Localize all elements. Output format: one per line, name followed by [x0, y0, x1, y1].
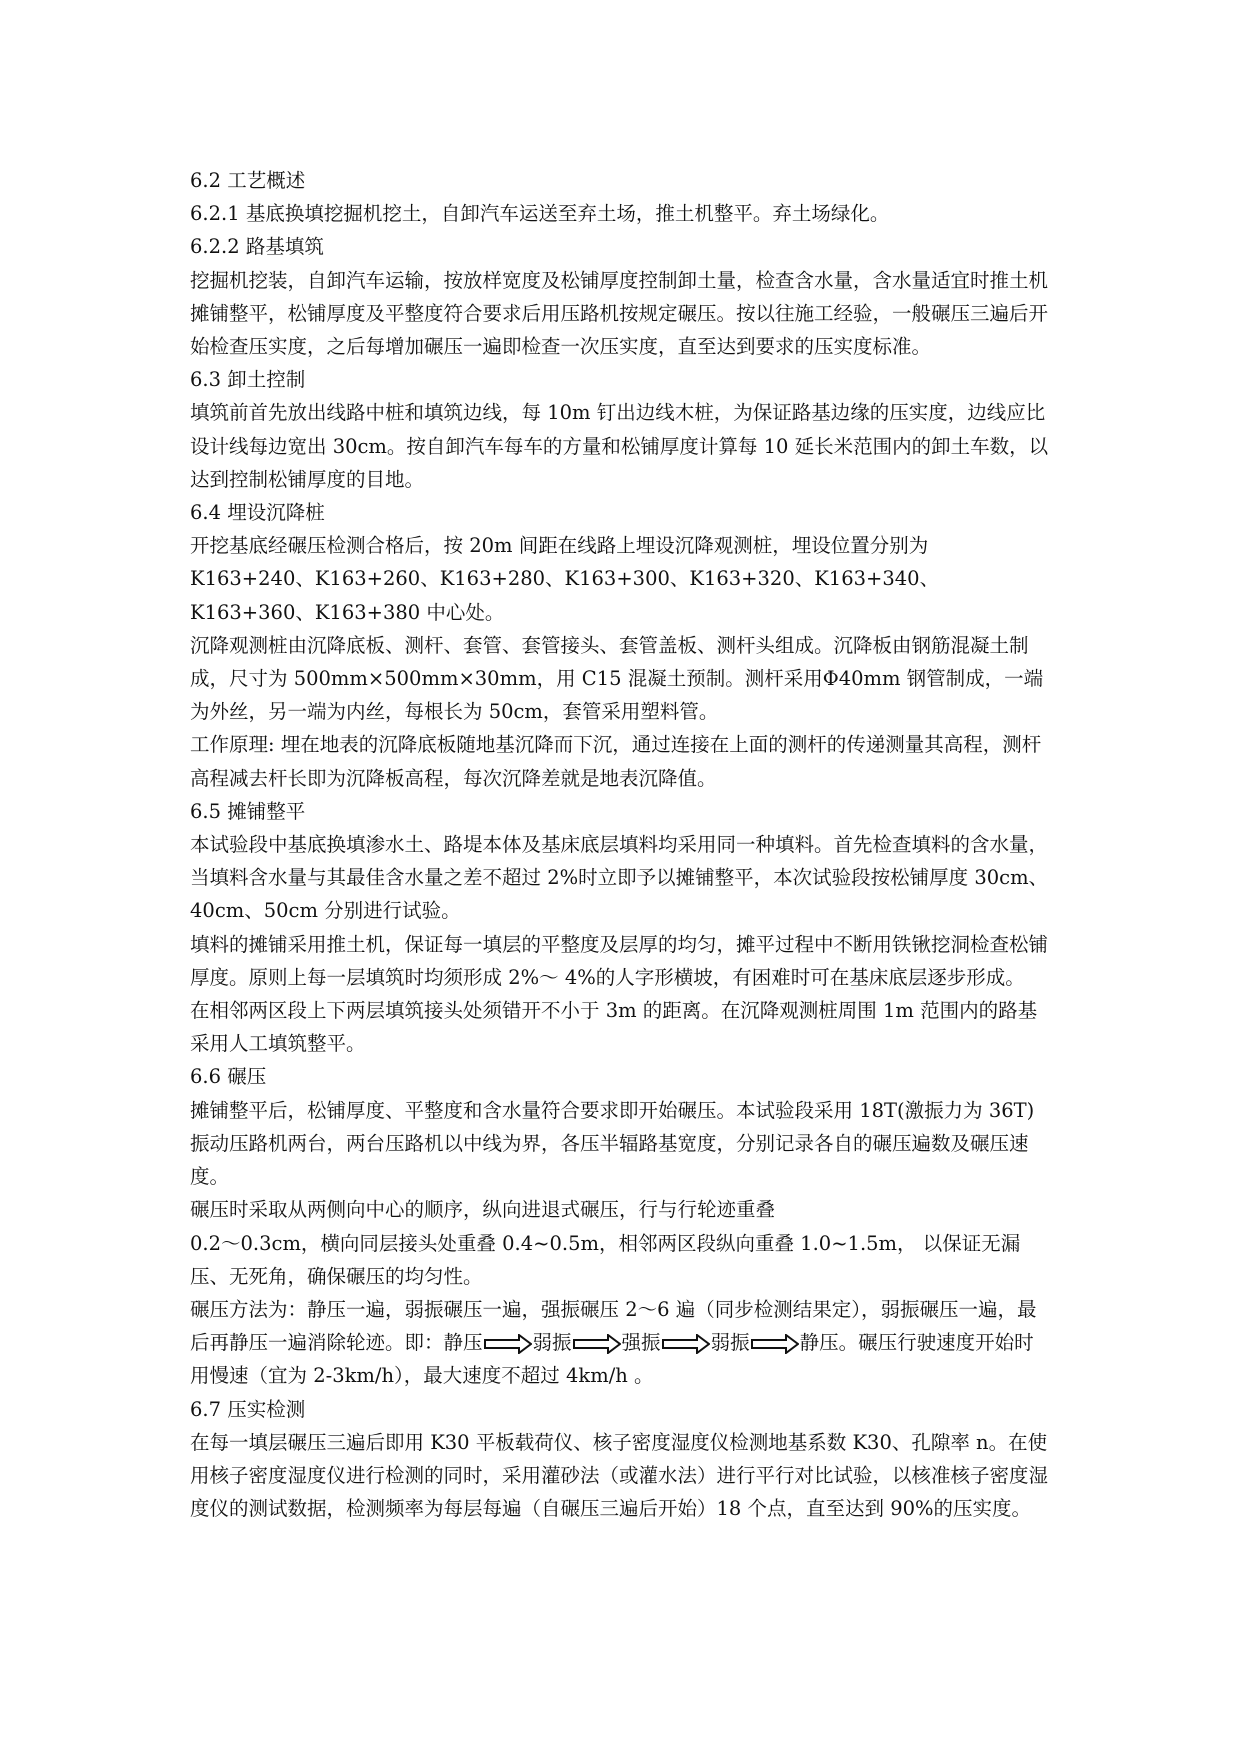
section-6-2-2-heading: 6.2.2 路基填筑 — [190, 235, 324, 259]
compaction-step-5: 静压 — [799, 1331, 839, 1355]
section-6-6-paragraph-1: 摊铺整平后，松铺厚度、平整度和含水量符合要求即开始碾压。本试验段采用 18T(激振力为 36T)振动压路机两台，两台压路机以中线为界，各压半辐路基宽度，分别记录各自的碾压遍数及碾压速度。 — [190, 1098, 1035, 1189]
section-6-6-paragraph-2b: 0.2～0.3cm，横向同层接头处重叠 0.4~0.5m，相邻两区段纵向重叠 1.0~1.5m， 以保证无漏压、无死角，确保碾压的均匀性。 — [190, 1231, 1021, 1288]
section-6-7-paragraph: 在每一填层碾压三遍后即用 K30 平板载荷仪、核子密度湿度仪检测地基系数 K30、孔隙率 n。在使用核子密度湿度仪进行检测的同时，采用灌砂法（或灌水法）进行平行对比试验，以核准核子密度湿度仪的测试数据，检测频率为每层每遍（自碾压三遍后开始）18 个点，直至达到 90%的压实度。 — [190, 1430, 1049, 1521]
section-6-4-paragraph-2: 沉降观测桩由沉降底板、测杆、套管、套管接头、套管盖板、测杆头组成。沉降板由钢筋混凝土制成，尺寸为 500mm×500mm×30mm，用 C15 混凝土预制。测杆采用Φ40mm 钢管制成，一端为外丝，另一端为内丝，每根长为 50cm，套管采用塑料管。 — [190, 633, 1044, 724]
section-6-3-heading: 6.3 卸土控制 — [190, 368, 306, 392]
section-6-5-paragraph-2: 填料的摊铺采用推土机，保证每一填层的平整度及层厚的均匀，摊平过程中不断用铁锹挖洞检查松铺厚度。原则上每一层填筑时均须形成 2%～ 4%的人字形横坡，有困难时可在基床底层逐步形成。 — [190, 932, 1049, 989]
section-6-7-heading: 6.7 压实检测 — [190, 1397, 306, 1421]
section-6-6-heading: 6.6 碾压 — [190, 1065, 267, 1089]
section-6-2-2-paragraph: 挖掘机挖装，自卸汽车运输，按放样宽度及松铺厚度控制卸土量，检查含水量，含水量适宜时推土机摊铺整平，松铺厚度及平整度符合要求后用压路机按规定碾压。按以往施工经验，一般碾压三遍后开始检查压实度，之后每增加碾压一遍即检查一次压实度，直至达到要求的压实度标准。 — [190, 268, 1049, 359]
compaction-step-3: 强振 — [621, 1331, 661, 1355]
compaction-method-tail: 。碾压行驶速度开始时用慢速（宜为 2-3km/h），最大速度不超过 4km/h 。 — [190, 1331, 1034, 1388]
section-6-6-paragraph-2a: 碾压时采取从两侧向中心的顺序，纵向进退式碾压，行与行轮迹重叠 — [190, 1198, 776, 1222]
section-6-5-paragraph-3: 在相邻两区段上下两层填筑接头处须错开不小于 3m 的距离。在沉降观测桩周围 1m 范围内的路基采用人工填筑整平。 — [190, 999, 1038, 1056]
section-6-4-paragraph-1: 开挖基底经碾压检测合格后，按 20m 间距在线路上埋设沉降观测桩，埋设位置分别为 K163+240、K163+260、K163+280、K163+300、K163+320、K163+340、K163+360、K163+380 中心处。 — [190, 534, 940, 624]
right-arrow-icon — [751, 1334, 799, 1354]
section-6-4-heading: 6.4 埋设沉降桩 — [190, 501, 325, 525]
section-6-5-heading: 6.5 摊铺整平 — [190, 799, 306, 823]
compaction-method-lead: 碾压方法为：静压一遍，弱振碾压一遍，强振碾压 2～6 遍（同步检测结果定），弱振碾压一遍，最后再静压一遍消除轮迹。即： — [190, 1297, 1037, 1355]
section-6-2-1-paragraph: 6.2.1 基底换填挖掘机挖土，自卸汽车运送至弃土场，推土机整平。弃土场绿化。 — [190, 202, 890, 226]
right-arrow-icon — [662, 1334, 710, 1354]
compaction-step-2: 弱振 — [532, 1331, 572, 1355]
section-6-2-heading: 6.2 工艺概述 — [190, 169, 306, 192]
section-6-3-paragraph: 填筑前首先放出线路中桩和填筑边线，每 10m 钉出边线木桩，为保证路基边缘的压实度，边线应比设计线每边宽出 30cm。按自卸汽车每车的方量和松铺厚度计算每 10 延长米范围内的卸土车数，以达到控制松铺厚度的目地。 — [190, 401, 1049, 491]
section-6-4-paragraph-3: 工作原理: 埋在地表的沉降底板随地基沉降而下沉，通过连接在上面的测杆的传递测量其高程，测杆高程减去杆长即为沉降板高程，每次沉降差就是地表沉降值。 — [190, 733, 1042, 790]
section-6-5-paragraph-1: 本试验段中基底换填渗水土、路堤本体及基床底层填料均采用同一种填料。首先检查填料的含水量，当填料含水量与其最佳含水量之差不超过 2%时立即予以摊铺整平，本次试验段按松铺厚度 30cm、40cm、50cm 分别进行试验。 — [190, 833, 1049, 923]
right-arrow-icon — [484, 1334, 532, 1354]
right-arrow-icon — [573, 1334, 621, 1354]
document-body — [190, 164, 1052, 1525]
compaction-step-1: 静压 — [443, 1331, 483, 1355]
section-6-6-paragraph-3 — [190, 1293, 1052, 1393]
compaction-step-4: 弱振 — [710, 1331, 750, 1355]
